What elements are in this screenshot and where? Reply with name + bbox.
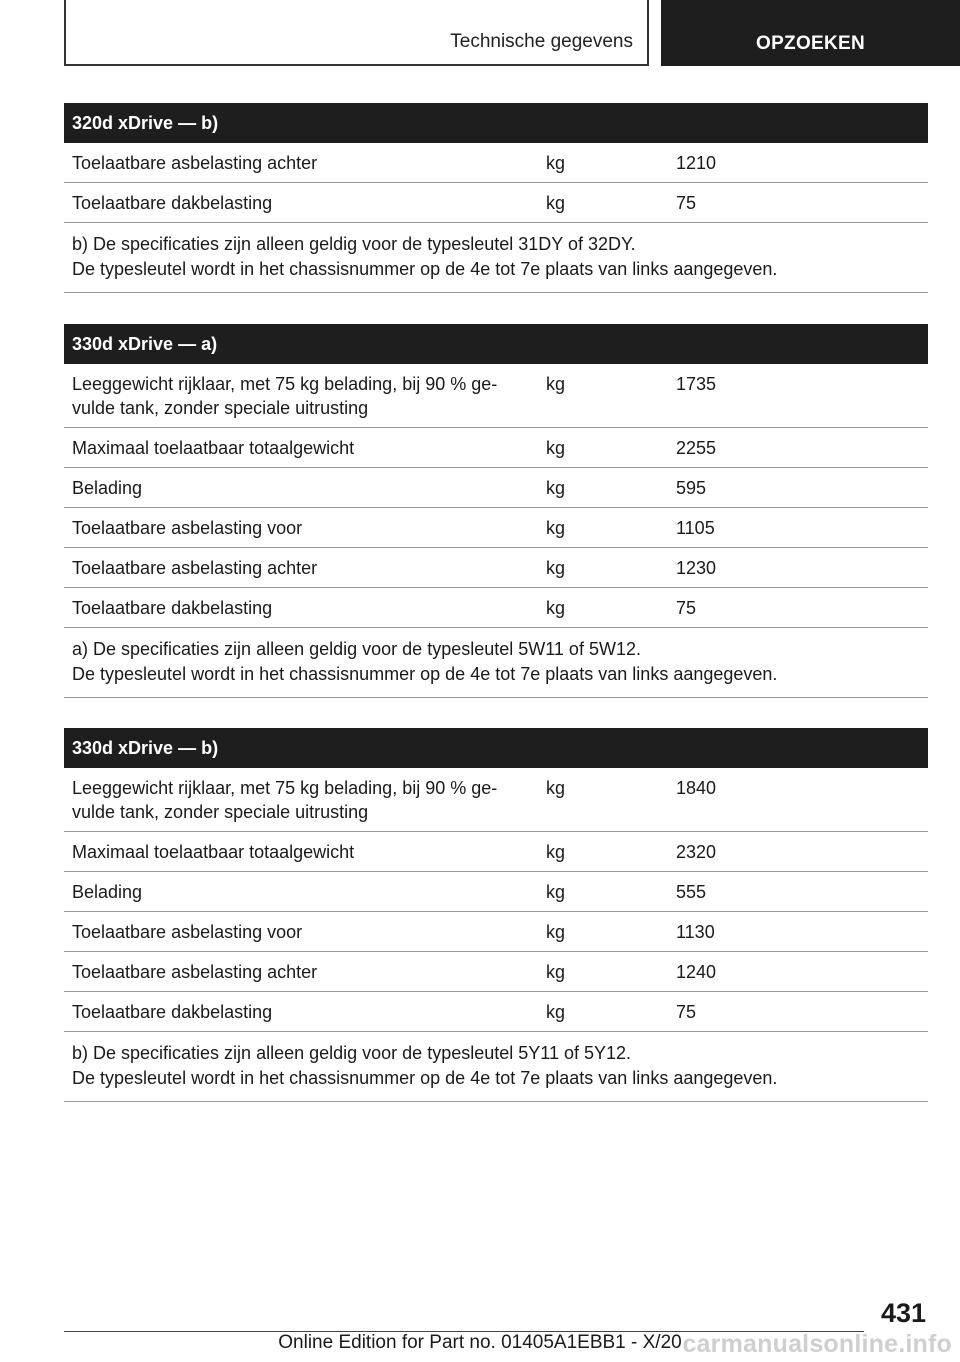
row-label: Toelaatbare asbelasting achter <box>72 557 318 578</box>
tab-opzoeken-label: OPZOEKEN <box>755 33 866 54</box>
table-row <box>64 548 928 588</box>
table-footnote <box>64 628 928 698</box>
spec-table-330d-xdrive-a <box>64 324 928 698</box>
row-value: 75 <box>676 192 697 213</box>
tab-opzoeken[interactable] <box>661 0 960 66</box>
table-row <box>64 364 928 428</box>
row-label: Toelaatbare dakbelasting <box>72 192 273 213</box>
row-label: Leeggewicht rijklaar, met 75 kg belading, bij 90 % ge-vulde tank, zonder speciale uitrusting <box>72 374 498 418</box>
row-label: Maximaal toelaatbaar totaalgewicht <box>72 437 355 458</box>
row-unit: kg <box>546 1001 566 1022</box>
edition-text: Online Edition for Part no. 01405A1EBB1 - X/20 <box>278 1332 682 1353</box>
footnote-line: b) De specificaties zijn alleen geldig voor de typesleutel 5Y11 of 5Y12. <box>72 1043 632 1063</box>
row-value: 1735 <box>676 374 717 394</box>
row-label: Toelaatbare asbelasting achter <box>72 152 318 173</box>
row-unit: kg <box>546 477 566 498</box>
table-row <box>64 912 928 952</box>
row-label: Toelaatbare asbelasting voor <box>72 517 303 538</box>
footnote-line: De typesleutel wordt in het chassisnummer op de 4e tot 7e plaats van links aangegeven. <box>72 1068 778 1088</box>
footnote-line: De typesleutel wordt in het chassisnummer op de 4e tot 7e plaats van links aangegeven. <box>72 259 778 279</box>
table-row <box>64 872 928 912</box>
row-value: 75 <box>676 597 697 618</box>
table-row <box>64 183 928 223</box>
table-row <box>64 468 928 508</box>
table-row <box>64 832 928 872</box>
spec-table-330d-xdrive-b <box>64 728 928 1102</box>
row-value: 595 <box>676 477 707 498</box>
table-row <box>64 992 928 1032</box>
table-title: 330d xDrive — b) <box>64 728 928 768</box>
table-row <box>64 428 928 468</box>
section-title: Technische gegevens <box>450 31 633 52</box>
row-unit: kg <box>546 374 566 394</box>
row-unit: kg <box>546 517 566 538</box>
table-title: 320d xDrive — b) <box>64 103 928 143</box>
spec-table-320d-xdrive-b <box>64 103 928 293</box>
page-number: 431 <box>880 1298 926 1328</box>
row-label: Toelaatbare dakbelasting <box>72 1001 273 1022</box>
row-value: 1105 <box>676 517 715 538</box>
section-title-box <box>64 0 649 66</box>
table-title: 330d xDrive — a) <box>64 324 928 364</box>
row-unit: kg <box>546 961 566 982</box>
row-value: 1130 <box>676 921 715 942</box>
row-value: 1210 <box>676 152 717 173</box>
page-header <box>0 0 960 66</box>
row-value: 1240 <box>676 961 717 982</box>
footnote-line: b) De specificaties zijn alleen geldig voor de typesleutel 31DY of 32DY. <box>72 234 636 254</box>
table-row <box>64 508 928 548</box>
table-row <box>64 143 928 183</box>
row-unit: kg <box>546 597 566 618</box>
table-footnote <box>64 223 928 293</box>
row-unit: kg <box>546 152 566 173</box>
row-value: 75 <box>676 1001 697 1022</box>
row-label: Leeggewicht rijklaar, met 75 kg belading, bij 90 % ge-vulde tank, zonder speciale uitrusting <box>72 778 498 822</box>
row-unit: kg <box>546 557 566 578</box>
row-unit: kg <box>546 437 566 458</box>
row-unit: kg <box>546 881 566 902</box>
row-label: Belading <box>72 881 143 902</box>
row-value: 1840 <box>676 778 717 798</box>
watermark: carmanualsonline.info <box>682 1330 952 1358</box>
row-label: Toelaatbare asbelasting achter <box>72 961 318 982</box>
footnote-line: De typesleutel wordt in het chassisnummer op de 4e tot 7e plaats van links aangegeven. <box>72 664 778 684</box>
row-unit: kg <box>546 778 566 798</box>
row-value: 2255 <box>676 437 717 458</box>
row-label: Maximaal toelaatbaar totaalgewicht <box>72 841 355 862</box>
row-unit: kg <box>546 921 566 942</box>
table-row <box>64 952 928 992</box>
row-label: Toelaatbare dakbelasting <box>72 597 273 618</box>
row-value: 1230 <box>676 557 717 578</box>
row-label: Belading <box>72 477 143 498</box>
row-unit: kg <box>546 192 566 213</box>
row-value: 2320 <box>676 841 717 862</box>
table-footnote <box>64 1032 928 1102</box>
row-label: Toelaatbare asbelasting voor <box>72 921 303 942</box>
row-value: 555 <box>676 881 707 902</box>
footnote-line: a) De specificaties zijn alleen geldig voor de typesleutel 5W11 of 5W12. <box>72 639 641 659</box>
row-unit: kg <box>546 841 566 862</box>
table-row <box>64 588 928 628</box>
table-row <box>64 768 928 832</box>
